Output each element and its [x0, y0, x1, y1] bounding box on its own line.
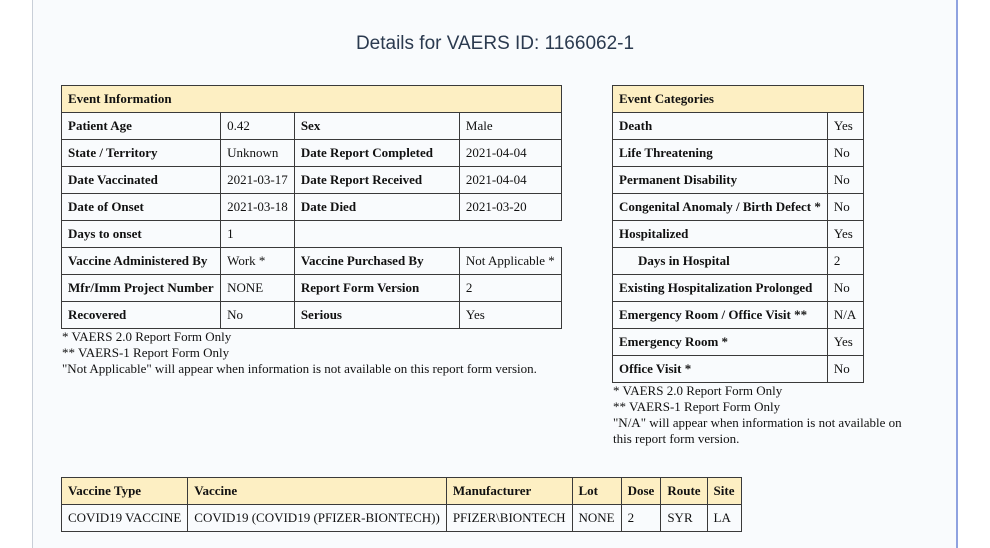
field-label: Serious [294, 302, 459, 329]
field-value: NONE [221, 275, 295, 302]
footnote: * VAERS 2.0 Report Form Only [613, 383, 783, 398]
field-value: Work * [221, 248, 295, 275]
page-title: Details for VAERS ID: 1166062-1 [355, 33, 635, 54]
table-row [613, 221, 864, 248]
table-row [62, 248, 562, 275]
event-information-notes [62, 329, 537, 377]
table-cell: NONE [572, 505, 621, 532]
table-row [62, 505, 742, 532]
field-value: 1 [221, 221, 295, 248]
category-label: Emergency Room * [613, 329, 828, 356]
category-label: Congenital Anomaly / Birth Defect * [613, 194, 828, 221]
field-value: 0.42 [221, 113, 295, 140]
category-value: Yes [827, 113, 863, 140]
field-value: Male [459, 113, 561, 140]
category-value: Yes [827, 329, 863, 356]
category-label: Life Threatening [613, 140, 828, 167]
category-label: Permanent Disability [613, 167, 828, 194]
field-label: Date Died [294, 194, 459, 221]
footnote: ** VAERS-1 Report Form Only [62, 345, 230, 360]
table-cell: PFIZER\BIONTECH [446, 505, 572, 532]
field-value: 2021-03-18 [221, 194, 295, 221]
column-header: Lot [572, 478, 621, 505]
table-row [613, 248, 864, 275]
category-value: No [827, 140, 863, 167]
category-label: Office Visit * [613, 356, 828, 383]
table-cell: 2 [621, 505, 661, 532]
table-row [613, 113, 864, 140]
footnote: "N/A" will appear when information is not available on [613, 415, 902, 430]
field-label: Date Report Completed [294, 140, 459, 167]
table-row [613, 140, 864, 167]
column-header: Site [707, 478, 741, 505]
field-label: Mfr/Imm Project Number [62, 275, 221, 302]
table-row [613, 356, 864, 383]
field-value: 2021-04-04 [459, 167, 561, 194]
category-value: N/A [827, 302, 863, 329]
table-row [613, 275, 864, 302]
table-row [62, 140, 562, 167]
table-row [613, 194, 864, 221]
event-categories-notes [613, 383, 902, 447]
table-row [62, 113, 562, 140]
field-value: 2021-03-20 [459, 194, 561, 221]
scrollbar-edge [956, 0, 958, 548]
event-information-header: Event Information [62, 86, 562, 113]
category-value: No [827, 356, 863, 383]
column-header: Vaccine Type [62, 478, 188, 505]
footnote: "Not Applicable" will appear when information is not available on this report form version. [62, 361, 537, 376]
footnote: * VAERS 2.0 Report Form Only [62, 329, 232, 344]
table-row [62, 194, 562, 221]
table-row [62, 275, 562, 302]
table-row [613, 329, 864, 356]
page-content [32, 0, 957, 548]
category-value: No [827, 194, 863, 221]
field-value: Yes [459, 302, 561, 329]
table-row [613, 167, 864, 194]
table-row [613, 302, 864, 329]
category-label: Days in Hospital [613, 248, 828, 275]
column-header: Vaccine [188, 478, 447, 505]
column-header: Route [661, 478, 707, 505]
table-cell: COVID19 (COVID19 (PFIZER-BIONTECH)) [188, 505, 447, 532]
category-label: Hospitalized [613, 221, 828, 248]
field-label: Report Form Version [294, 275, 459, 302]
field-label: Date of Onset [62, 194, 221, 221]
category-value: 2 [827, 248, 863, 275]
field-label: Patient Age [62, 113, 221, 140]
category-value: No [827, 275, 863, 302]
category-label: Death [613, 113, 828, 140]
field-label: Vaccine Purchased By [294, 248, 459, 275]
field-label: Sex [294, 113, 459, 140]
column-header: Dose [621, 478, 661, 505]
field-value: Not Applicable * [459, 248, 561, 275]
field-label: Recovered [62, 302, 221, 329]
table-cell: SYR [661, 505, 707, 532]
vaccine-table [61, 477, 742, 532]
category-label: Existing Hospitalization Prolonged [613, 275, 828, 302]
table-header-row [62, 478, 742, 505]
category-value: No [827, 167, 863, 194]
event-information-table [61, 85, 562, 329]
field-label: Date Report Received [294, 167, 459, 194]
field-value: 2021-04-04 [459, 140, 561, 167]
footnote: ** VAERS-1 Report Form Only [613, 399, 781, 414]
empty-cell [294, 221, 561, 248]
table-cell: COVID19 VACCINE [62, 505, 188, 532]
category-value: Yes [827, 221, 863, 248]
table-row [62, 302, 562, 329]
footnote: this report form version. [613, 431, 740, 446]
table-row [62, 221, 562, 248]
field-value: 2 [459, 275, 561, 302]
field-label: State / Territory [62, 140, 221, 167]
category-label: Emergency Room / Office Visit ** [613, 302, 828, 329]
field-label: Days to onset [62, 221, 221, 248]
field-value: Unknown [221, 140, 295, 167]
table-row [62, 167, 562, 194]
event-categories-table [612, 85, 864, 383]
field-label: Vaccine Administered By [62, 248, 221, 275]
field-value: No [221, 302, 295, 329]
column-header: Manufacturer [446, 478, 572, 505]
field-value: 2021-03-17 [221, 167, 295, 194]
field-label: Date Vaccinated [62, 167, 221, 194]
table-cell: LA [707, 505, 741, 532]
event-categories-header: Event Categories [613, 86, 864, 113]
